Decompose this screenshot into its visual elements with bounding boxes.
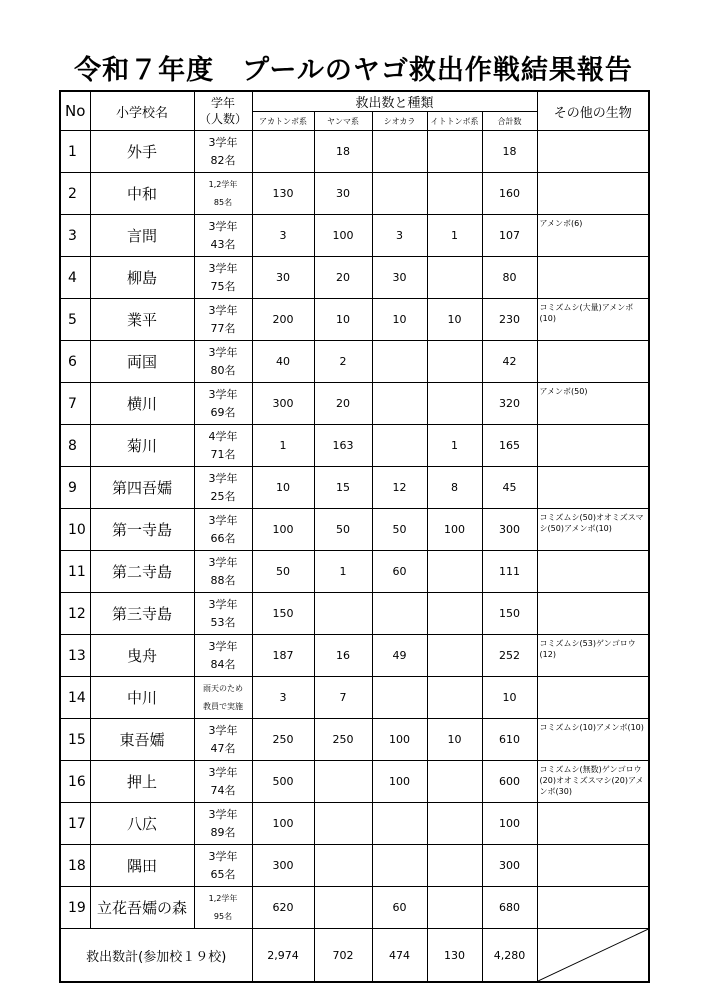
row-akatonbo: 130 [252,173,314,215]
row-total: 300 [482,845,537,887]
row-shiokara: 60 [372,887,427,929]
table-row [60,551,649,593]
row-akatonbo: 620 [252,887,314,929]
row-grade [194,719,252,761]
summary-row [60,929,649,983]
row-yanma [314,761,372,803]
row-total: 111 [482,551,537,593]
row-shiokara: 30 [372,257,427,299]
row-itotonbo: 100 [427,509,482,551]
row-total: 150 [482,593,537,635]
row-no: 12 [60,593,90,635]
row-total: 300 [482,509,537,551]
row-akatonbo [252,131,314,173]
summary-label: 救出数計(参加校１９校) [60,929,252,983]
table-row [60,635,649,677]
row-other: コミズムシ(10)アメンボ(10) [537,719,649,761]
row-grade-level: 3学年 [208,765,238,779]
row-yanma: 50 [314,509,372,551]
table-row [60,257,649,299]
row-shiokara: 100 [372,761,427,803]
row-no: 2 [60,173,90,215]
row-other: コミズムシ(50)オオミズスマシ(50)アメンボ(10) [537,509,649,551]
row-other [537,467,649,509]
row-total: 320 [482,383,537,425]
row-other [537,551,649,593]
row-no: 7 [60,383,90,425]
row-yanma [314,593,372,635]
row-akatonbo: 250 [252,719,314,761]
header-row [60,91,649,112]
table-row [60,803,649,845]
row-grade [194,173,252,215]
row-total: 680 [482,887,537,929]
row-grade [194,299,252,341]
row-grade [194,425,252,467]
row-grade-level: 3学年 [208,807,238,821]
row-school: 曳舟 [90,635,194,677]
row-school: 東吾嬬 [90,719,194,761]
row-akatonbo: 3 [252,677,314,719]
row-grade-level: 3学年 [208,261,238,275]
row-other [537,803,649,845]
row-school: 横川 [90,383,194,425]
row-no: 16 [60,761,90,803]
row-grade-count: 25名 [210,489,236,503]
row-other: アメンボ(50) [537,383,649,425]
row-other [537,845,649,887]
row-school: 立花吾嬬の森 [90,887,194,929]
table-row [60,299,649,341]
row-akatonbo: 500 [252,761,314,803]
row-school: 両国 [90,341,194,383]
row-total: 18 [482,131,537,173]
row-total: 165 [482,425,537,467]
row-other [537,131,649,173]
row-grade-level: 3学年 [208,555,238,569]
row-total: 80 [482,257,537,299]
row-shiokara [372,803,427,845]
row-total: 100 [482,803,537,845]
row-total: 107 [482,215,537,257]
row-itotonbo [427,593,482,635]
table-row [60,509,649,551]
row-no: 18 [60,845,90,887]
row-yanma: 15 [314,467,372,509]
row-grade [194,341,252,383]
row-akatonbo: 187 [252,635,314,677]
row-itotonbo: 1 [427,425,482,467]
row-akatonbo: 200 [252,299,314,341]
header-species-shiokara: シオカラ [372,112,427,131]
header-rescue: 救出数と種類 [252,91,537,112]
row-no: 4 [60,257,90,299]
row-school: 第四吾嬬 [90,467,194,509]
row-school: 押上 [90,761,194,803]
row-akatonbo: 3 [252,215,314,257]
row-other [537,887,649,929]
row-grade [194,887,252,929]
row-no: 19 [60,887,90,929]
page-title: 令和７年度 プールのヤゴ救出作戦結果報告 [74,55,633,86]
row-school: 柳島 [90,257,194,299]
row-grade [194,215,252,257]
row-grade-count: 53名 [210,615,236,629]
row-other [537,341,649,383]
header-grade [194,91,252,131]
row-yanma: 7 [314,677,372,719]
row-yanma: 30 [314,173,372,215]
row-itotonbo [427,257,482,299]
header-no: No [60,91,90,131]
row-grade-level: 3学年 [208,513,238,527]
row-shiokara [372,341,427,383]
row-grade-count: 71名 [210,447,236,461]
row-grade-level: 3学年 [208,219,238,233]
row-no: 15 [60,719,90,761]
row-total: 600 [482,761,537,803]
table-row [60,593,649,635]
row-no: 11 [60,551,90,593]
diagonal-line [538,929,649,981]
row-other [537,677,649,719]
header-other: その他の生物 [537,91,649,131]
row-yanma [314,887,372,929]
row-other [537,425,649,467]
row-total: 45 [482,467,537,509]
row-yanma: 100 [314,215,372,257]
row-itotonbo [427,761,482,803]
header-species-akatonbo: アカトンボ系 [252,112,314,131]
row-grade-level: 1,2学年 [208,179,238,189]
row-grade-count: 66名 [210,531,236,545]
row-grade-count: 84名 [210,657,236,671]
row-itotonbo [427,551,482,593]
row-grade-count: 95名 [213,911,233,921]
row-shiokara [372,845,427,887]
row-grade-count: 教員で実施 [203,701,243,711]
header-species-yanma: ヤンマ系 [314,112,372,131]
table-row [60,215,649,257]
row-grade-level: 3学年 [208,135,238,149]
row-akatonbo: 300 [252,845,314,887]
row-grade-count: 47名 [210,741,236,755]
summary-itotonbo: 130 [427,929,482,983]
row-itotonbo [427,173,482,215]
table-row [60,887,649,929]
row-grade-count: 88名 [210,573,236,587]
row-no: 10 [60,509,90,551]
row-school: 八広 [90,803,194,845]
row-grade-level: 3学年 [208,639,238,653]
row-grade [194,509,252,551]
row-grade [194,467,252,509]
row-other [537,173,649,215]
row-grade-level: 雨天のため [203,683,243,693]
row-akatonbo: 100 [252,509,314,551]
row-shiokara [372,593,427,635]
row-school: 中川 [90,677,194,719]
row-shiokara: 49 [372,635,427,677]
header-total: 合計数 [482,112,537,131]
row-no: 13 [60,635,90,677]
row-other: コミズムシ(大量)アメンボ(10) [537,299,649,341]
row-grade-count: 80名 [210,363,236,377]
row-no: 9 [60,467,90,509]
row-grade [194,845,252,887]
row-itotonbo [427,131,482,173]
row-itotonbo: 10 [427,719,482,761]
row-grade-level: 4学年 [208,429,238,443]
row-itotonbo: 1 [427,215,482,257]
results-table [59,90,650,983]
row-total: 610 [482,719,537,761]
table-row [60,425,649,467]
row-grade-level: 3学年 [208,387,238,401]
table-row [60,467,649,509]
row-grade-level: 3学年 [208,597,238,611]
row-grade [194,383,252,425]
header-grade-line1: 学年 [210,96,235,110]
row-itotonbo [427,845,482,887]
row-no: 1 [60,131,90,173]
row-school: 中和 [90,173,194,215]
row-yanma: 250 [314,719,372,761]
row-school: 菊川 [90,425,194,467]
row-yanma: 20 [314,257,372,299]
row-itotonbo [427,803,482,845]
row-grade-count: 75名 [210,279,236,293]
header-species-itotonbo: イトトンボ系 [427,112,482,131]
row-yanma: 2 [314,341,372,383]
row-akatonbo: 300 [252,383,314,425]
row-grade [194,635,252,677]
row-akatonbo: 1 [252,425,314,467]
row-school: 第三寺島 [90,593,194,635]
row-shiokara: 10 [372,299,427,341]
row-total: 160 [482,173,537,215]
row-no: 17 [60,803,90,845]
row-grade [194,257,252,299]
row-akatonbo: 150 [252,593,314,635]
row-grade-count: 69名 [210,405,236,419]
row-total: 42 [482,341,537,383]
row-school: 第二寺島 [90,551,194,593]
row-no: 3 [60,215,90,257]
table-row [60,341,649,383]
row-school: 隅田 [90,845,194,887]
row-grade [194,551,252,593]
row-school: 第一寺島 [90,509,194,551]
row-shiokara [372,173,427,215]
row-school: 外手 [90,131,194,173]
summary-total: 4,280 [482,929,537,983]
row-itotonbo [427,383,482,425]
row-shiokara [372,131,427,173]
row-yanma: 1 [314,551,372,593]
table-row [60,677,649,719]
header-grade-line2: （人数） [198,112,247,126]
row-grade [194,593,252,635]
row-yanma [314,845,372,887]
table-row [60,383,649,425]
row-yanma: 10 [314,299,372,341]
table-row [60,761,649,803]
row-yanma: 163 [314,425,372,467]
row-grade-level: 3学年 [208,345,238,359]
row-other [537,257,649,299]
table-row [60,845,649,887]
row-yanma: 18 [314,131,372,173]
row-shiokara: 12 [372,467,427,509]
row-grade [194,677,252,719]
row-grade-level: 3学年 [208,471,238,485]
row-itotonbo [427,887,482,929]
row-grade-count: 77名 [210,321,236,335]
row-shiokara: 3 [372,215,427,257]
row-total: 230 [482,299,537,341]
row-no: 5 [60,299,90,341]
row-other: コミズムシ(無数)ゲンゴロウ(20)オオミズスマシ(20)アメンボ(30) [537,761,649,803]
row-no: 14 [60,677,90,719]
row-yanma [314,803,372,845]
row-school: 業平 [90,299,194,341]
row-other [537,593,649,635]
row-itotonbo [427,635,482,677]
row-shiokara: 60 [372,551,427,593]
row-akatonbo: 100 [252,803,314,845]
row-grade [194,803,252,845]
row-grade-count: 82名 [210,153,236,167]
summary-other-slash [537,929,649,983]
row-itotonbo [427,341,482,383]
row-grade-level: 3学年 [208,303,238,317]
row-grade-count: 43名 [210,237,236,251]
row-other: アメンボ(6) [537,215,649,257]
row-itotonbo [427,677,482,719]
row-grade-level: 3学年 [208,849,238,863]
summary-akatonbo: 2,974 [252,929,314,983]
row-shiokara [372,677,427,719]
row-grade-count: 89名 [210,825,236,839]
row-total: 252 [482,635,537,677]
row-akatonbo: 30 [252,257,314,299]
row-akatonbo: 10 [252,467,314,509]
row-grade-count: 65名 [210,867,236,881]
row-school: 言問 [90,215,194,257]
row-total: 10 [482,677,537,719]
summary-shiokara: 474 [372,929,427,983]
row-itotonbo: 10 [427,299,482,341]
row-grade-count: 85名 [213,197,233,207]
row-grade [194,131,252,173]
row-shiokara [372,383,427,425]
row-itotonbo: 8 [427,467,482,509]
row-grade-level: 1,2学年 [208,893,238,903]
table-row [60,131,649,173]
row-shiokara: 50 [372,509,427,551]
row-yanma: 16 [314,635,372,677]
table-row [60,719,649,761]
table-row [60,173,649,215]
row-yanma: 20 [314,383,372,425]
row-shiokara: 100 [372,719,427,761]
header-school: 小学校名 [90,91,194,131]
row-other: コミズムシ(53)ゲンゴロウ(12) [537,635,649,677]
summary-yanma: 702 [314,929,372,983]
row-no: 8 [60,425,90,467]
row-grade-level: 3学年 [208,723,238,737]
row-shiokara [372,425,427,467]
row-grade-count: 74名 [210,783,236,797]
row-no: 6 [60,341,90,383]
row-grade [194,761,252,803]
row-akatonbo: 50 [252,551,314,593]
row-akatonbo: 40 [252,341,314,383]
